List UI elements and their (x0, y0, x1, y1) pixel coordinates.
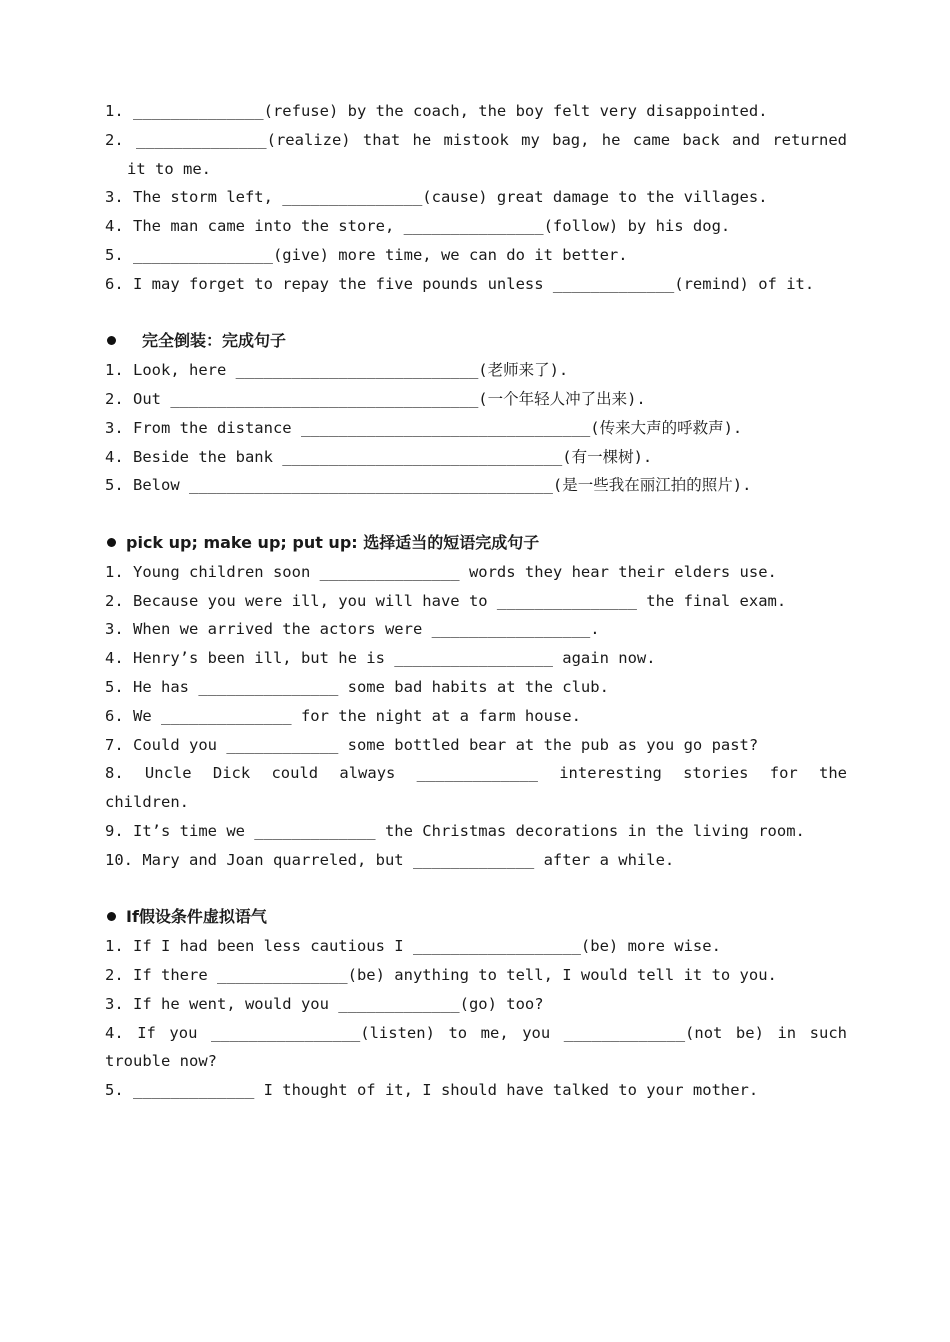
section-phrasal-verbs (105, 529, 847, 875)
exercise-line: 7. Could you ____________ some bottled bear at the pub as you go past? (105, 735, 759, 754)
section-heading: If假设条件虚拟语气 (105, 903, 847, 932)
exercise-line: 4. The man came into the store, _______________(follow) by his dog. (105, 217, 731, 236)
exercise-line: 8. Uncle Dick could always _____________ interesting stories for the (105, 764, 847, 783)
exercise-line: 2. If there ______________(be) anything to tell, I would tell it to you. (105, 965, 777, 984)
section-heading: pick up; make up; put up: 选择适当的短语完成句子 (105, 529, 847, 558)
bullet-icon (107, 912, 116, 921)
section-subjunctive (105, 903, 847, 1105)
exercise-line: 4. Beside the bank ______________________________(有一棵树). (105, 447, 653, 466)
bullet-icon (107, 538, 116, 547)
exercise-line: 2. Because you were ill, you will have to _______________ the final exam. (105, 591, 787, 610)
section-gap (105, 875, 847, 904)
section-gap (105, 299, 847, 328)
section-full-inversion (105, 327, 847, 500)
exercise-line: 5. Below _______________________________________(是一些我在丽江拍的照片). (105, 476, 752, 495)
exercise-line-continuation: it to me. (127, 159, 211, 178)
exercise-line: 1. If I had been less cautious I __________________(be) more wise. (105, 937, 721, 956)
exercise-line: 2. Out _________________________________(一个年轻人冲了出来). (105, 389, 646, 408)
exercise-line: 4. Henry’s been ill, but he is _________________ again now. (105, 649, 656, 668)
exercise-line: 1. ______________(refuse) by the coach, the boy felt very disappointed. (105, 102, 768, 120)
worksheet-page (105, 97, 847, 1105)
exercise-line: 4. If you ________________(listen) to me, you _____________(not be) in such (105, 1023, 847, 1042)
exercise-line: 3. The storm left, _______________(cause) great damage to the villages. (105, 188, 768, 207)
exercise-line: 6. I may forget to repay the five pounds unless _____________(remind) of it. (105, 274, 815, 293)
exercise-line: 9. It’s time we _____________ the Christmas decorations in the living room. (105, 821, 805, 840)
exercise-line: 3. When we arrived the actors were _________________. (105, 620, 600, 639)
exercise-line: 1. Young children soon _______________ words they hear their elders use. (105, 562, 777, 581)
section-participle (105, 97, 847, 299)
exercise-line: 10. Mary and Joan quarreled, but _____________ after a while. (105, 850, 675, 869)
exercise-line: 3. From the distance _______________________________(传来大声的呼救声). (105, 418, 743, 437)
exercise-line-continuation: trouble now? (105, 1052, 217, 1071)
bullet-icon (107, 336, 116, 345)
section-gap (105, 500, 847, 529)
exercise-line: 3. If he went, would you _____________(go) too? (105, 994, 544, 1013)
exercise-line: 2. ______________(realize) that he mistook my bag, he came back and returned (105, 130, 847, 149)
exercise-line: 1. Look, here __________________________(老师来了). (105, 361, 569, 380)
exercise-line: 5. He has _______________ some bad habits at the club. (105, 677, 609, 696)
section-heading: 完全倒装：完成句子 (105, 327, 847, 356)
exercise-line: 5. _______________(give) more time, we can do it better. (105, 245, 628, 264)
exercise-line: 6. We ______________ for the night at a farm house. (105, 706, 581, 725)
exercise-line-continuation: children. (105, 793, 189, 812)
exercise-line: 5. _____________ I thought of it, I should have talked to your mother. (105, 1081, 759, 1100)
